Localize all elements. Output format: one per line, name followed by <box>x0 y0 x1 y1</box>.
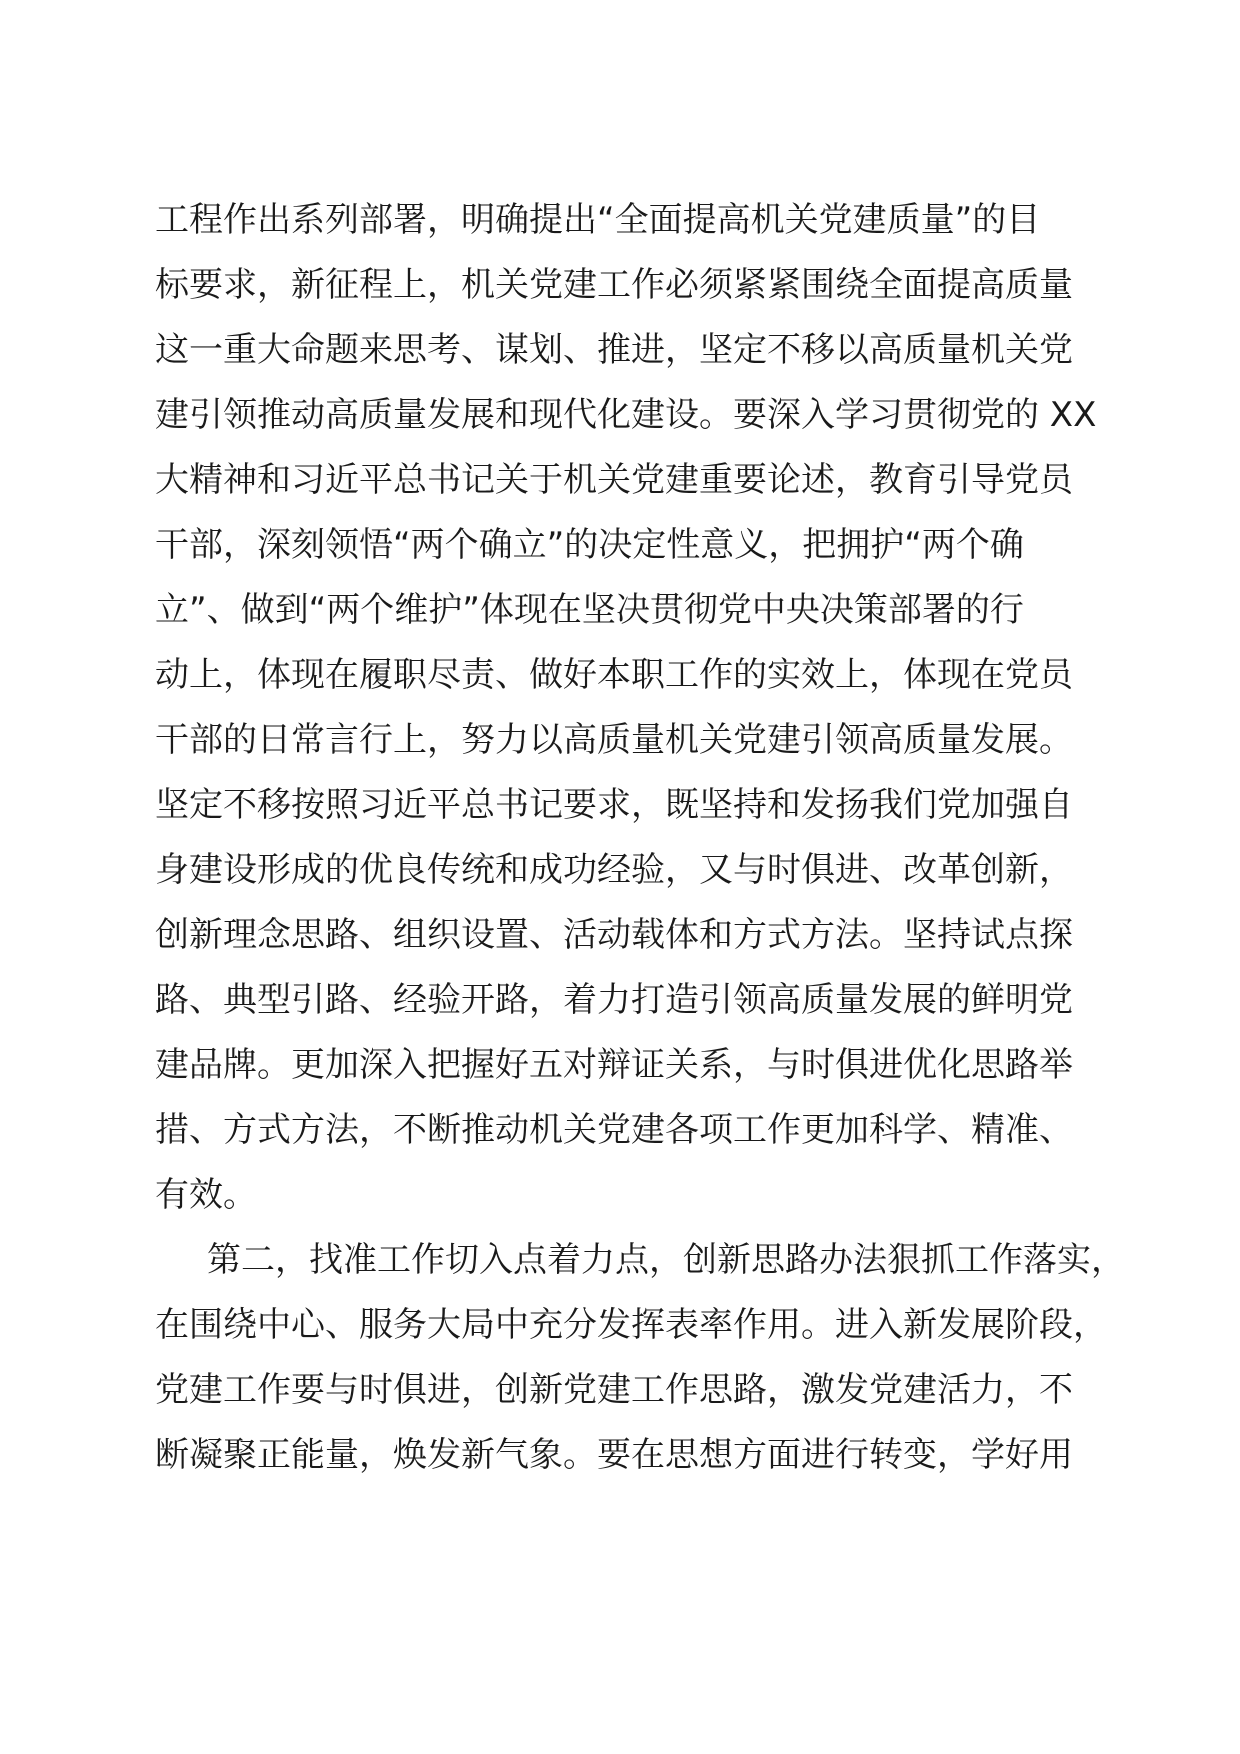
text-line: 党建工作要与时俱进，创新党建工作思路，激发党建活力，不 <box>155 1370 1073 1410</box>
text-line: 干部，深刻领悟“两个确立”的决定性意义，把拥护“两个确 <box>155 525 1024 565</box>
text-line: 路、典型引路、经验开路，着力打造引领高质量发展的鲜明党 <box>155 980 1073 1020</box>
text-line: 有效。 <box>155 1175 257 1215</box>
text-line: 立”、做到“两个维护”体现在坚决贯彻党中央决策部署的行 <box>155 590 1024 630</box>
text-line: 坚定不移按照习近平总书记要求，既坚持和发扬我们党加强自 <box>155 785 1073 825</box>
body-text <box>155 188 1125 1488</box>
text-line: 创新理念思路、组织设置、活动载体和方式方法。坚持试点探 <box>155 915 1073 955</box>
paragraph-start-line: 第二，找准工作切入点着力点，创新思路办法狠抓工作落实， <box>207 1240 1125 1280</box>
text-line: 工程作出系列部署，明确提出“全面提高机关党建质量”的目 <box>155 200 1041 240</box>
text-line: 断凝聚正能量，焕发新气象。要在思想方面进行转变，学好用 <box>155 1435 1073 1475</box>
text-line: 措、方式方法，不断推动机关党建各项工作更加科学、精准、 <box>155 1110 1073 1150</box>
text-line: 建引领推动高质量发展和现代化建设。要深入学习贯彻党的 XX <box>155 395 1097 435</box>
text-line: 大精神和习近平总书记关于机关党建重要论述，教育引导党员 <box>155 460 1073 500</box>
text-line: 建品牌。更加深入把握好五对辩证关系，与时俱进优化思路举 <box>155 1045 1073 1085</box>
text-line: 这一重大命题来思考、谋划、推进，坚定不移以高质量机关党 <box>155 330 1073 370</box>
text-line: 身建设形成的优良传统和成功经验，又与时俱进、改革创新， <box>155 850 1073 890</box>
text-line: 标要求，新征程上，机关党建工作必须紧紧围绕全面提高质量 <box>155 265 1073 305</box>
text-line: 动上，体现在履职尽责、做好本职工作的实效上，体现在党员 <box>155 655 1073 695</box>
text-line: 干部的日常言行上，努力以高质量机关党建引领高质量发展。 <box>155 720 1073 760</box>
text-line: 在围绕中心、服务大局中充分发挥表率作用。进入新发展阶段， <box>155 1305 1107 1345</box>
